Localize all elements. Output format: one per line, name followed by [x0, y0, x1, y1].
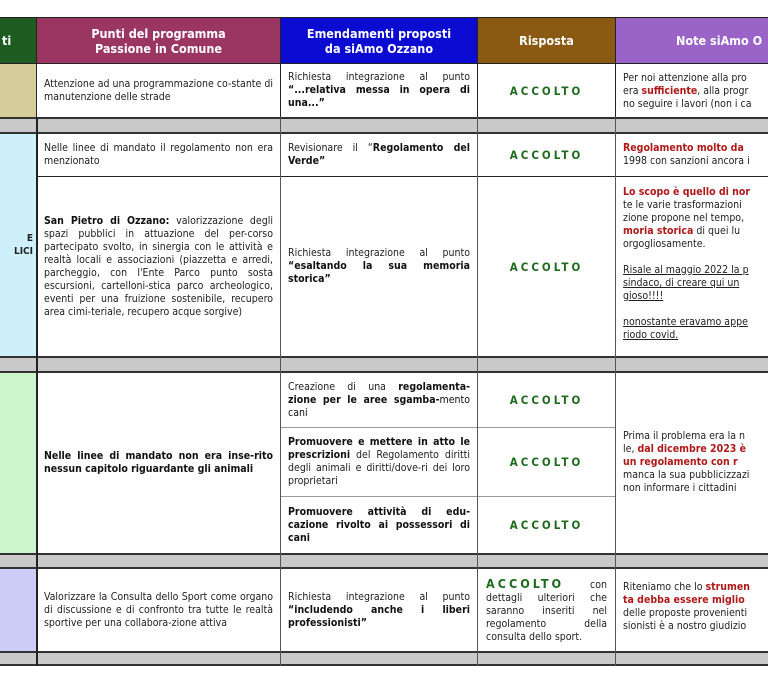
row-sport-category	[0, 569, 37, 652]
column-divider	[280, 117, 281, 666]
column-divider	[477, 117, 478, 666]
status-accolto: ACCOLTO	[509, 259, 584, 274]
status-accolto: ACCOLTO	[509, 83, 584, 98]
emend-bold: “esaltando la sua memoria storica”	[288, 260, 470, 285]
note-highlight: moria storica	[623, 225, 694, 237]
row-verde-punto	[37, 134, 281, 177]
header-emendamenti-label: Emendamenti proposti da siAmo Ozzano	[306, 25, 452, 56]
note-line: delle proposte provenienti	[623, 607, 748, 619]
emend-text: Creazione di una	[288, 380, 399, 393]
row-sport-emendamento	[281, 569, 478, 652]
status-accolto: ACCOLTO	[509, 148, 584, 162]
note-line: Risale al maggio 2022 la p	[623, 264, 749, 276]
status-accolto: ACCOLTO	[509, 518, 584, 532]
row-verde-risposta	[478, 134, 616, 177]
emend-text: Richiesta integrazione al punto	[288, 590, 470, 603]
punto-text: Attenzione ad una programmazione co-stante di manutenzione delle strade	[44, 77, 273, 103]
note-line: sionisti è a nostro giudizio	[623, 620, 747, 632]
note-line: Riteniamo che lo	[623, 581, 706, 593]
row-separator	[0, 117, 768, 134]
row-strade-category	[0, 64, 37, 118]
row-separator	[0, 651, 768, 666]
note-line: sindaco, di creare qui un	[623, 277, 740, 289]
row-animali-risposta-1	[478, 373, 616, 428]
emend-text: Richiesta integrazione al punto	[288, 71, 470, 83]
row-strade-risposta	[478, 64, 616, 118]
row-sport-punto	[37, 569, 281, 652]
emend-bold: Promuovere attività di edu-cazione rivolto ai possessori di cani	[288, 505, 470, 544]
row-verde-note	[616, 134, 768, 177]
punto-bold: San Pietro di Ozzano:	[44, 214, 170, 227]
row-separator	[0, 553, 768, 569]
emend-bold: ”	[318, 155, 326, 167]
note-line: Prima il problema era la n	[623, 430, 745, 442]
row-animali-risposta-3	[478, 497, 616, 554]
note-highlight: un regolamento con r	[623, 456, 738, 468]
row-strade-emendamento	[281, 64, 478, 118]
note-line: le,	[623, 443, 638, 455]
row-separator	[0, 356, 768, 373]
row-sanpietro-risposta	[478, 177, 616, 357]
note-line: zione propone nel tempo,	[623, 212, 745, 224]
row-animali-category	[0, 373, 37, 554]
row-sanpietro-emendamento	[281, 177, 478, 357]
note-line: nonostante eravamo appe	[623, 316, 748, 328]
row-sanpietro-note	[616, 177, 768, 357]
row-animali-note	[616, 373, 768, 554]
header-punti-programma	[37, 17, 281, 64]
note-line: te le varie trasformazioni	[623, 199, 742, 211]
status-accolto: ACCOLTO	[509, 393, 584, 407]
emend-text: del Regolamento diritti degli animali e diritti/dove-ri dei loro proprietari	[288, 449, 470, 487]
note-highlight: strumen	[705, 581, 750, 593]
emend-text: Richiesta integrazione al punto	[288, 247, 470, 259]
row-animali-emendamento-3	[281, 497, 478, 554]
note-line: 1998 con sanzioni ancora i	[623, 155, 750, 167]
note-line: era	[623, 85, 642, 97]
note-highlight: Lo scopo è quello di nor	[623, 186, 751, 198]
column-divider	[615, 117, 616, 666]
note-line: orgogliosamente.	[623, 238, 706, 250]
header-note-label: Note siAmo O	[676, 33, 763, 48]
row-sport-note	[616, 569, 768, 652]
header-note	[616, 17, 768, 64]
emend-bold: “includendo anche i liberi professionisti”	[288, 603, 470, 629]
column-divider	[36, 117, 38, 666]
status-accolto: ACCOLTO	[509, 455, 584, 469]
note-highlight: Regolamento molto da	[623, 142, 744, 154]
emend-bold: regolamenta-zione per le aree sgamba-	[288, 380, 470, 406]
row-sport-risposta	[478, 569, 616, 652]
note-highlight: ta debba essere miglio	[623, 594, 745, 606]
row-strade-punto	[37, 64, 281, 118]
emend-text: mento cani	[288, 393, 470, 419]
header-col-0	[0, 17, 37, 64]
row-animali-punto	[37, 373, 281, 554]
emend-bold: “...relativa messa in opera di una...”	[288, 84, 470, 109]
note-highlight: sufficiente	[641, 85, 698, 97]
emend-bold: Promuovere e mettere in atto le prescrizioni	[288, 436, 470, 461]
punto-text: Nelle linee di mandato il regolamento non era menzionato	[44, 142, 273, 167]
note-line: manca la sua pubblicizzazi	[623, 469, 750, 481]
note-line: Per noi attenzione alla pro	[623, 72, 747, 84]
punto-text: Valorizzare la Consulta dello Sport come organo di discussione e di confronto tra tutte le realtà sportive per una collabora-zione attiva	[44, 590, 273, 629]
emend-bold: Regolamento del Verde	[288, 142, 471, 167]
row-sanpietro-punto	[37, 177, 281, 357]
emend-text: Revisionare il “	[288, 142, 373, 154]
note-line: , alla progr	[697, 85, 749, 97]
row-animali-risposta-2	[478, 428, 616, 497]
header-punti-label: Punti del programma Passione in Comune	[91, 25, 226, 56]
header-risposta	[478, 17, 616, 64]
row-strade-note	[616, 64, 768, 118]
note-line: gioso!!!!	[623, 290, 664, 302]
punto-text: valorizzazione degli spazi pubblici in attuazione del per-corso partecipato svolto, in sinergia con le attività e realtà locali e associazioni (piazzetta e arredi, parcheggio, con l'Ente Parco punto sosta escursioni, cartelloni-stica parco archeologico, eventi per una fruizione sostenibile, recupero area cimi-teriale, recupero acque sorgive)	[44, 214, 273, 318]
risposta-detail: con dettagli ulteriori che saranno inseriti nel regolamento della consulta dello sport.	[486, 578, 607, 643]
row-verde-emendamento	[281, 134, 478, 177]
punto-bold: Nelle linee di mandato non era inse-rito nessun capitolo riguardante gli animali	[44, 450, 273, 475]
header-emendamenti	[281, 17, 478, 64]
category-label: E LICI	[13, 233, 33, 257]
row-animali-emendamento-2	[281, 428, 478, 497]
note-line: riodo covid.	[623, 329, 679, 341]
row-animali-emendamento-1	[281, 373, 478, 428]
note-line: non informare i cittadini	[623, 482, 737, 494]
note-line: no seguire i lavori (non i ca	[623, 98, 752, 110]
header-col-0-label: ti	[2, 33, 12, 48]
note-line: di quei lu	[693, 225, 741, 237]
note-highlight: dal dicembre 2023 è	[637, 443, 747, 455]
header-risposta-label: Risposta	[519, 33, 574, 48]
status-accolto: ACCOLTO	[486, 575, 565, 591]
row-verde-category	[0, 134, 37, 357]
